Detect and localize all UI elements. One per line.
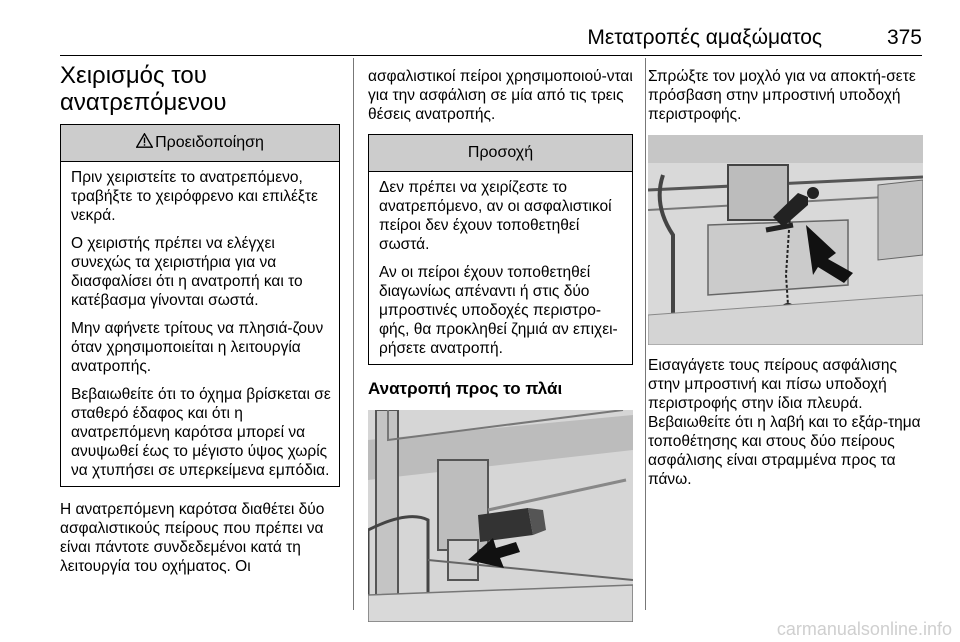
body-paragraph: Η ανατρεπόμενη καρότσα διαθέτει δύο ασφαλιστικούς πείρους που πρέπει να είναι πάντοτε συνδεδεμένοι κατά τη λειτουργία του οχήματος. Οι [60, 501, 325, 575]
column-right [648, 58, 923, 642]
column-divider [645, 58, 646, 610]
warning-triangle-icon [136, 133, 153, 153]
warning-box-header [61, 125, 339, 162]
figure-lever-illustration [368, 410, 633, 622]
body-paragraph: Σπρώξτε τον μοχλό για να αποκτή-σετε πρόσβαση στην μπροστινή υποδοχή περιστροφής. [648, 68, 916, 123]
section-heading [60, 62, 340, 116]
page-number: 375 [886, 26, 922, 49]
page-header [60, 26, 922, 56]
heading-line-2: ανατρεπόμενου [60, 89, 227, 116]
caution-paragraph: Αν οι πείροι έχουν τοποθετηθεί διαγωνίως απέναντι ή στις δύο μπροστινές υποδοχές περιστρο-φής, θα προκληθεί ζημιά αν επιχει-ρήσετε ανατροπή. [379, 264, 618, 357]
watermark: carmanualsonline.info [776, 619, 952, 639]
header-rule [60, 55, 922, 56]
warning-paragraph: Βεβαιωθείτε ότι το όχημα βρίσκεται σε σταθερό έδαφος και ότι η ανατρεπόμενη καρότσα μπορεί να ανυψωθεί έως το μέγιστο ύψος χωρίς να χτυπήσει σε υπερκείμενα εμπόδια. [71, 386, 331, 479]
caution-box-body [369, 172, 632, 364]
sub-heading: Ανατροπή προς το πλάι [368, 379, 563, 398]
figure-lever [368, 410, 633, 622]
warning-paragraph: Ο χειριστής πρέπει να ελέγχει συνεχώς τα χειριστήρια για να διασφαλίσει ότι η ανατροπή και το κατέβασμα γίνονται σωστά. [71, 235, 303, 309]
caution-box [368, 134, 633, 365]
figure-pins [648, 135, 923, 345]
column-left [60, 58, 340, 642]
body-paragraph: Εισαγάγετε τους πείρους ασφάλισης στην μπροστινή και πίσω υποδοχή περιστροφής στην ίδια πλευρά. Βεβαιωθείτε ότι η λαβή και το εξάρ-τημα τοποθέτησης και στους δύο πείρους ασφάλισης είναι στραμμένα προς τα πάνω. [648, 357, 921, 488]
column-middle [368, 58, 633, 642]
caution-paragraph: Δεν πρέπει να χειρίζεστε το ανατρεπόμενο, αν οι ασφαλιστικοί πείροι δεν έχουν τοποθετηθεί σωστά. [379, 179, 612, 253]
caution-title: Προσοχή [467, 144, 534, 161]
warning-paragraph: Πριν χειριστείτε το ανατρεπόμενο, τραβήξτε το χειρόφρενο και επιλέξτε νεκρά. [71, 169, 318, 224]
caution-box-header [369, 135, 632, 172]
warning-box-body [61, 162, 339, 486]
body-paragraph: ασφαλιστικοί πείροι χρησιμοποιού-νται για την ασφάλιση σε μία από τις τρεις θέσεις ανατροπής. [368, 68, 633, 123]
heading-line-1: Χειρισμός του [60, 62, 207, 89]
header-title: Μετατροπές αμαξώματος [587, 26, 822, 49]
warning-paragraph: Μην αφήνετε τρίτους να πλησιά-ζουν όταν χρησιμοποιείται η λειτουργία ανατροπής. [71, 320, 324, 375]
column-divider [353, 58, 354, 610]
figure-pins-illustration [648, 135, 923, 345]
warning-box [60, 124, 340, 487]
warning-title: Προειδοποίηση [155, 134, 264, 151]
